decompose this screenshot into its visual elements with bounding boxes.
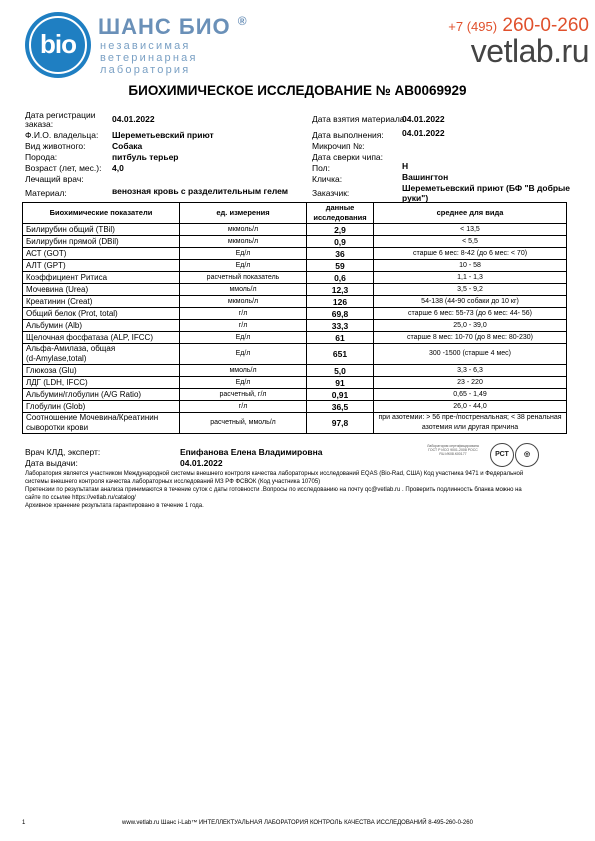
header-unit: ед. измерения	[180, 203, 307, 224]
result-value: 0,6	[307, 272, 374, 284]
indicator-name-text-2: сыворотки крови	[26, 423, 89, 432]
result-value: 33,3	[307, 320, 374, 332]
indicator-name-text: Билирубин общий (TBil)	[26, 224, 115, 234]
quality-stamp-icon: ◎	[515, 443, 539, 467]
sample-date-value: 04.01.2022	[402, 114, 445, 124]
indicator-name-text: Коэффициент Ритиса	[26, 272, 108, 282]
indicator-name	[23, 344, 180, 365]
indicator-name-text: Глюкоза (Glu)	[26, 365, 77, 375]
reference-range	[374, 365, 567, 377]
unit: ммоль/л	[180, 284, 307, 296]
bio-logo	[25, 12, 91, 78]
reference-range-text-2: азотемия или другая причина	[421, 424, 519, 431]
reference-range-text: 10 - 58	[459, 261, 481, 269]
indicator-name	[23, 284, 180, 296]
sample-date-label: Дата взятия материала	[312, 114, 405, 124]
indicator-name	[23, 401, 180, 413]
indicator-name	[23, 389, 180, 401]
reference-range	[374, 389, 567, 401]
indicator-name	[23, 413, 180, 434]
reference-range	[374, 320, 567, 332]
pet-name-label: Кличка:	[312, 174, 343, 184]
header-value	[307, 203, 374, 224]
species-label: Вид животного:	[25, 141, 86, 151]
header-reference: среднее для вида	[374, 203, 567, 224]
breed-label: Порода:	[25, 152, 58, 162]
indicator-name	[23, 377, 180, 389]
indicator-name-text-2: (d-Amylase,total)	[26, 354, 87, 363]
reference-range	[374, 284, 567, 296]
indicator-name	[23, 272, 180, 284]
result-value: 126	[307, 296, 374, 308]
table-row	[23, 308, 567, 320]
reference-range-text: 54-138 (44-90 собаки до 10 кг)	[421, 297, 519, 305]
indicator-name-text: АСТ (GOT)	[26, 248, 67, 258]
indicator-name-text: Билирубин прямой (DBil)	[26, 236, 119, 246]
unit: г/л	[180, 401, 307, 413]
unit: Ед/л	[180, 248, 307, 260]
phone-digits: 260-0-260	[502, 15, 589, 36]
issue-date-value: 04.01.2022	[180, 458, 223, 468]
indicator-name	[23, 332, 180, 344]
unit: расчетный показатель	[180, 272, 307, 284]
reference-range-text: старше 8 мес: 10-70 (до 8 мес: 80-230)	[407, 333, 533, 341]
result-value: 69,8	[307, 308, 374, 320]
done-date-label: Дата выполнения:	[312, 130, 384, 140]
reference-range-text: старше 6 мес: 55-73 (до 6 мес: 44- 56)	[407, 309, 532, 317]
unit: Ед/л	[180, 344, 307, 365]
client-value: Шереметьевский приют (БФ "В добрые	[402, 183, 571, 193]
chip-label: Микрочип №:	[312, 141, 365, 151]
brand-name	[98, 14, 248, 40]
reference-range	[374, 413, 567, 434]
pet-name-value: Вашингтон	[402, 172, 449, 182]
table-row	[23, 389, 567, 401]
table-row	[23, 413, 567, 434]
eqas-note-line-2: системы внешнего контроля качества лабораторных исследований МЗ РФ ФСВОК (Код участника 10705)	[25, 479, 321, 485]
indicator-name-text: Щелочная фосфатаза (ALP, IFCC)	[26, 332, 153, 342]
unit: мкмоль/л	[180, 224, 307, 236]
result-value: 91	[307, 377, 374, 389]
result-value: 59	[307, 260, 374, 272]
indicator-name-text: Альфа-Амилаза, общая	[26, 344, 116, 353]
reference-range	[374, 296, 567, 308]
reference-range	[374, 236, 567, 248]
indicator-name	[23, 320, 180, 332]
claims-note-line-2: сайте по ссылке https://vetlab.ru/catalog/	[25, 495, 136, 501]
reg-date-label: Дата регистрации	[25, 110, 96, 120]
indicator-name	[23, 248, 180, 260]
reference-range	[374, 401, 567, 413]
reference-range-text: 3,3 - 6,3	[457, 366, 483, 374]
reference-range	[374, 344, 567, 365]
reference-range-text: 26,0 - 44,0	[453, 402, 487, 410]
indicator-name	[23, 296, 180, 308]
unit: ммоль/л	[180, 365, 307, 377]
owner-value: Шереметьевский приют	[112, 130, 214, 140]
table-row	[23, 296, 567, 308]
tagline-line-1: независимая	[100, 40, 191, 52]
reference-range	[374, 308, 567, 320]
reference-range-text: 0,65 - 1,49	[453, 390, 487, 398]
indicator-name	[23, 260, 180, 272]
material-value: венозная кровь с разделительным гелем	[112, 186, 289, 196]
age-value: 4,0	[112, 163, 124, 173]
unit: Ед/л	[180, 260, 307, 272]
material-label: Материал:	[25, 188, 67, 198]
indicator-name-text: Общий белок (Prot, total)	[26, 308, 118, 318]
issue-date-label: Дата выдачи:	[25, 458, 78, 468]
expert-label: Врач КЛД, эксперт:	[25, 447, 101, 457]
table-row	[23, 377, 567, 389]
unit: Ед/л	[180, 377, 307, 389]
reference-range-text: 3,5 - 9,2	[457, 285, 483, 293]
indicator-name-text: ЛДГ (LDH, IFCC)	[26, 377, 88, 387]
indicator-name	[23, 308, 180, 320]
archive-note: Архивное хранение результата гарантировано в течение 1 года.	[25, 503, 204, 509]
breed-value: питбуль терьер	[112, 152, 179, 162]
reference-range-text: < 13,5	[460, 225, 480, 233]
reference-range-text: < 5,5	[462, 237, 478, 245]
reference-range-text: 23 - 220	[457, 378, 483, 386]
sex-value: Н	[402, 161, 409, 171]
result-value: 0,91	[307, 389, 374, 401]
header-value-line-2: исследования	[313, 213, 367, 222]
doctor-label: Лечащий врач:	[25, 174, 84, 184]
reference-range	[374, 260, 567, 272]
indicator-name-text: АЛТ (GPT)	[26, 260, 66, 270]
page-number: 1	[22, 820, 26, 826]
chip-check-label: Дата сверки чипа:	[312, 152, 384, 162]
result-value: 2,9	[307, 224, 374, 236]
table-row	[23, 332, 567, 344]
reference-range-text: при азотемии: > 56 пре-/постренальная; < 38 ренальная	[378, 414, 562, 421]
logo-text: bio	[40, 29, 76, 59]
reg-date-label-2: заказа:	[25, 119, 54, 129]
claims-note-line-1: Претензии по результатам анализа принимаются в течение суток с даты готовности .Вопросы по исследованию на почту qc@vetlab.ru . Проверить подлинность бланка можно на	[25, 487, 522, 493]
tagline-line-3: лаборатория	[100, 64, 191, 76]
tagline-line-2: ветеринарная	[100, 52, 198, 64]
eqas-note	[25, 470, 575, 510]
table-row	[23, 236, 567, 248]
species-value: Собака	[112, 141, 143, 151]
rst-stamp-icon: РСТ	[490, 443, 514, 467]
reference-range	[374, 224, 567, 236]
table-row	[23, 248, 567, 260]
reference-range	[374, 272, 567, 284]
result-value: 651	[307, 344, 374, 365]
indicator-name	[23, 236, 180, 248]
table-row	[23, 320, 567, 332]
unit: расчетный, г/л	[180, 389, 307, 401]
expert-name: Епифанова Елена Владимировна	[180, 447, 323, 457]
indicator-name	[23, 224, 180, 236]
brand-reg-mark: ®	[237, 14, 248, 28]
indicator-name-text: Мочевина (Urea)	[26, 284, 89, 294]
table-header-row	[23, 203, 567, 224]
result-value: 36	[307, 248, 374, 260]
indicator-name-text: Глобулин (Glob)	[26, 401, 86, 411]
unit: мкмоль/л	[180, 296, 307, 308]
header-value-line-1: данные	[325, 203, 355, 212]
results-table	[22, 202, 567, 434]
header-indicator: Биохимические показатели	[23, 203, 180, 224]
indicator-name-text: Креатинин (Creat)	[26, 296, 93, 306]
certification-text: Лаборатория сертифицирована ГОСТ Р ИСО 9001-2008 РОСС RU.ИК08.К00177	[427, 444, 479, 456]
indicator-name-text: Соотношение Мочевина/Креатинин	[26, 413, 159, 422]
table-row	[23, 344, 567, 365]
unit: Ед/л	[180, 332, 307, 344]
reg-date-value: 04.01.2022	[112, 114, 155, 124]
result-value: 97,8	[307, 413, 374, 434]
done-date-value: 04.01.2022	[402, 128, 445, 138]
indicator-name-text: Альбумин/глобулин (A/G Ratio)	[26, 389, 142, 399]
page-title: БИОХИМИЧЕСКОЕ ИССЛЕДОВАНИЕ № АВ0069929	[128, 83, 467, 98]
certification-block	[405, 443, 535, 467]
table-row	[23, 272, 567, 284]
reference-range-text: 1,1 - 1,3	[457, 273, 483, 281]
unit: г/л	[180, 320, 307, 332]
client-label: Заказчик:	[312, 188, 350, 198]
reference-range	[374, 248, 567, 260]
result-value: 0,9	[307, 236, 374, 248]
result-value: 36,5	[307, 401, 374, 413]
table-row	[23, 401, 567, 413]
brand-text: ШАНС БИО	[98, 14, 231, 39]
owner-label: Ф.И.О. владельца:	[25, 130, 99, 140]
result-value: 5,0	[307, 365, 374, 377]
phone-code: +7 (495)	[448, 19, 498, 34]
table-row	[23, 365, 567, 377]
reference-range-text: 300 -1500 (старше 4 мес)	[428, 350, 512, 357]
result-value: 61	[307, 332, 374, 344]
eqas-note-line-1: Лаборатория является участником Международной системы внешнего контроля качества лабораторных исследований EQAS (Bio-Rad, США) Код участника 9471 и Федеральной	[25, 471, 524, 477]
table-row	[23, 284, 567, 296]
indicator-name-text: Альбумин (Alb)	[26, 320, 82, 330]
age-label: Возраст (лет, мес.):	[25, 163, 102, 173]
unit: расчетный, ммоль/л	[180, 413, 307, 434]
reference-range	[374, 332, 567, 344]
result-value: 12,3	[307, 284, 374, 296]
unit: г/л	[180, 308, 307, 320]
site-logo: vetlab.ru	[470, 33, 589, 69]
table-row	[23, 224, 567, 236]
table-row	[23, 260, 567, 272]
client-value-2: руки")	[402, 193, 429, 203]
reference-range-text: старше 6 мес: 8-42 (до 6 мес: < 70)	[412, 249, 528, 257]
sex-label: Пол:	[312, 163, 330, 173]
reference-range	[374, 377, 567, 389]
indicator-name	[23, 365, 180, 377]
reference-range-text: 25,0 - 39,0	[453, 321, 487, 329]
unit: мкмоль/л	[180, 236, 307, 248]
page-footer: www.vetlab.ru Шанс i-Lab™ ИНТЕЛЛЕКТУАЛЬНАЯ ЛАБОРАТОРИЯ КОНТРОЛЬ КАЧЕСТВА ИССЛЕДОВАНИЙ 8-495-260-0-260	[122, 820, 473, 826]
